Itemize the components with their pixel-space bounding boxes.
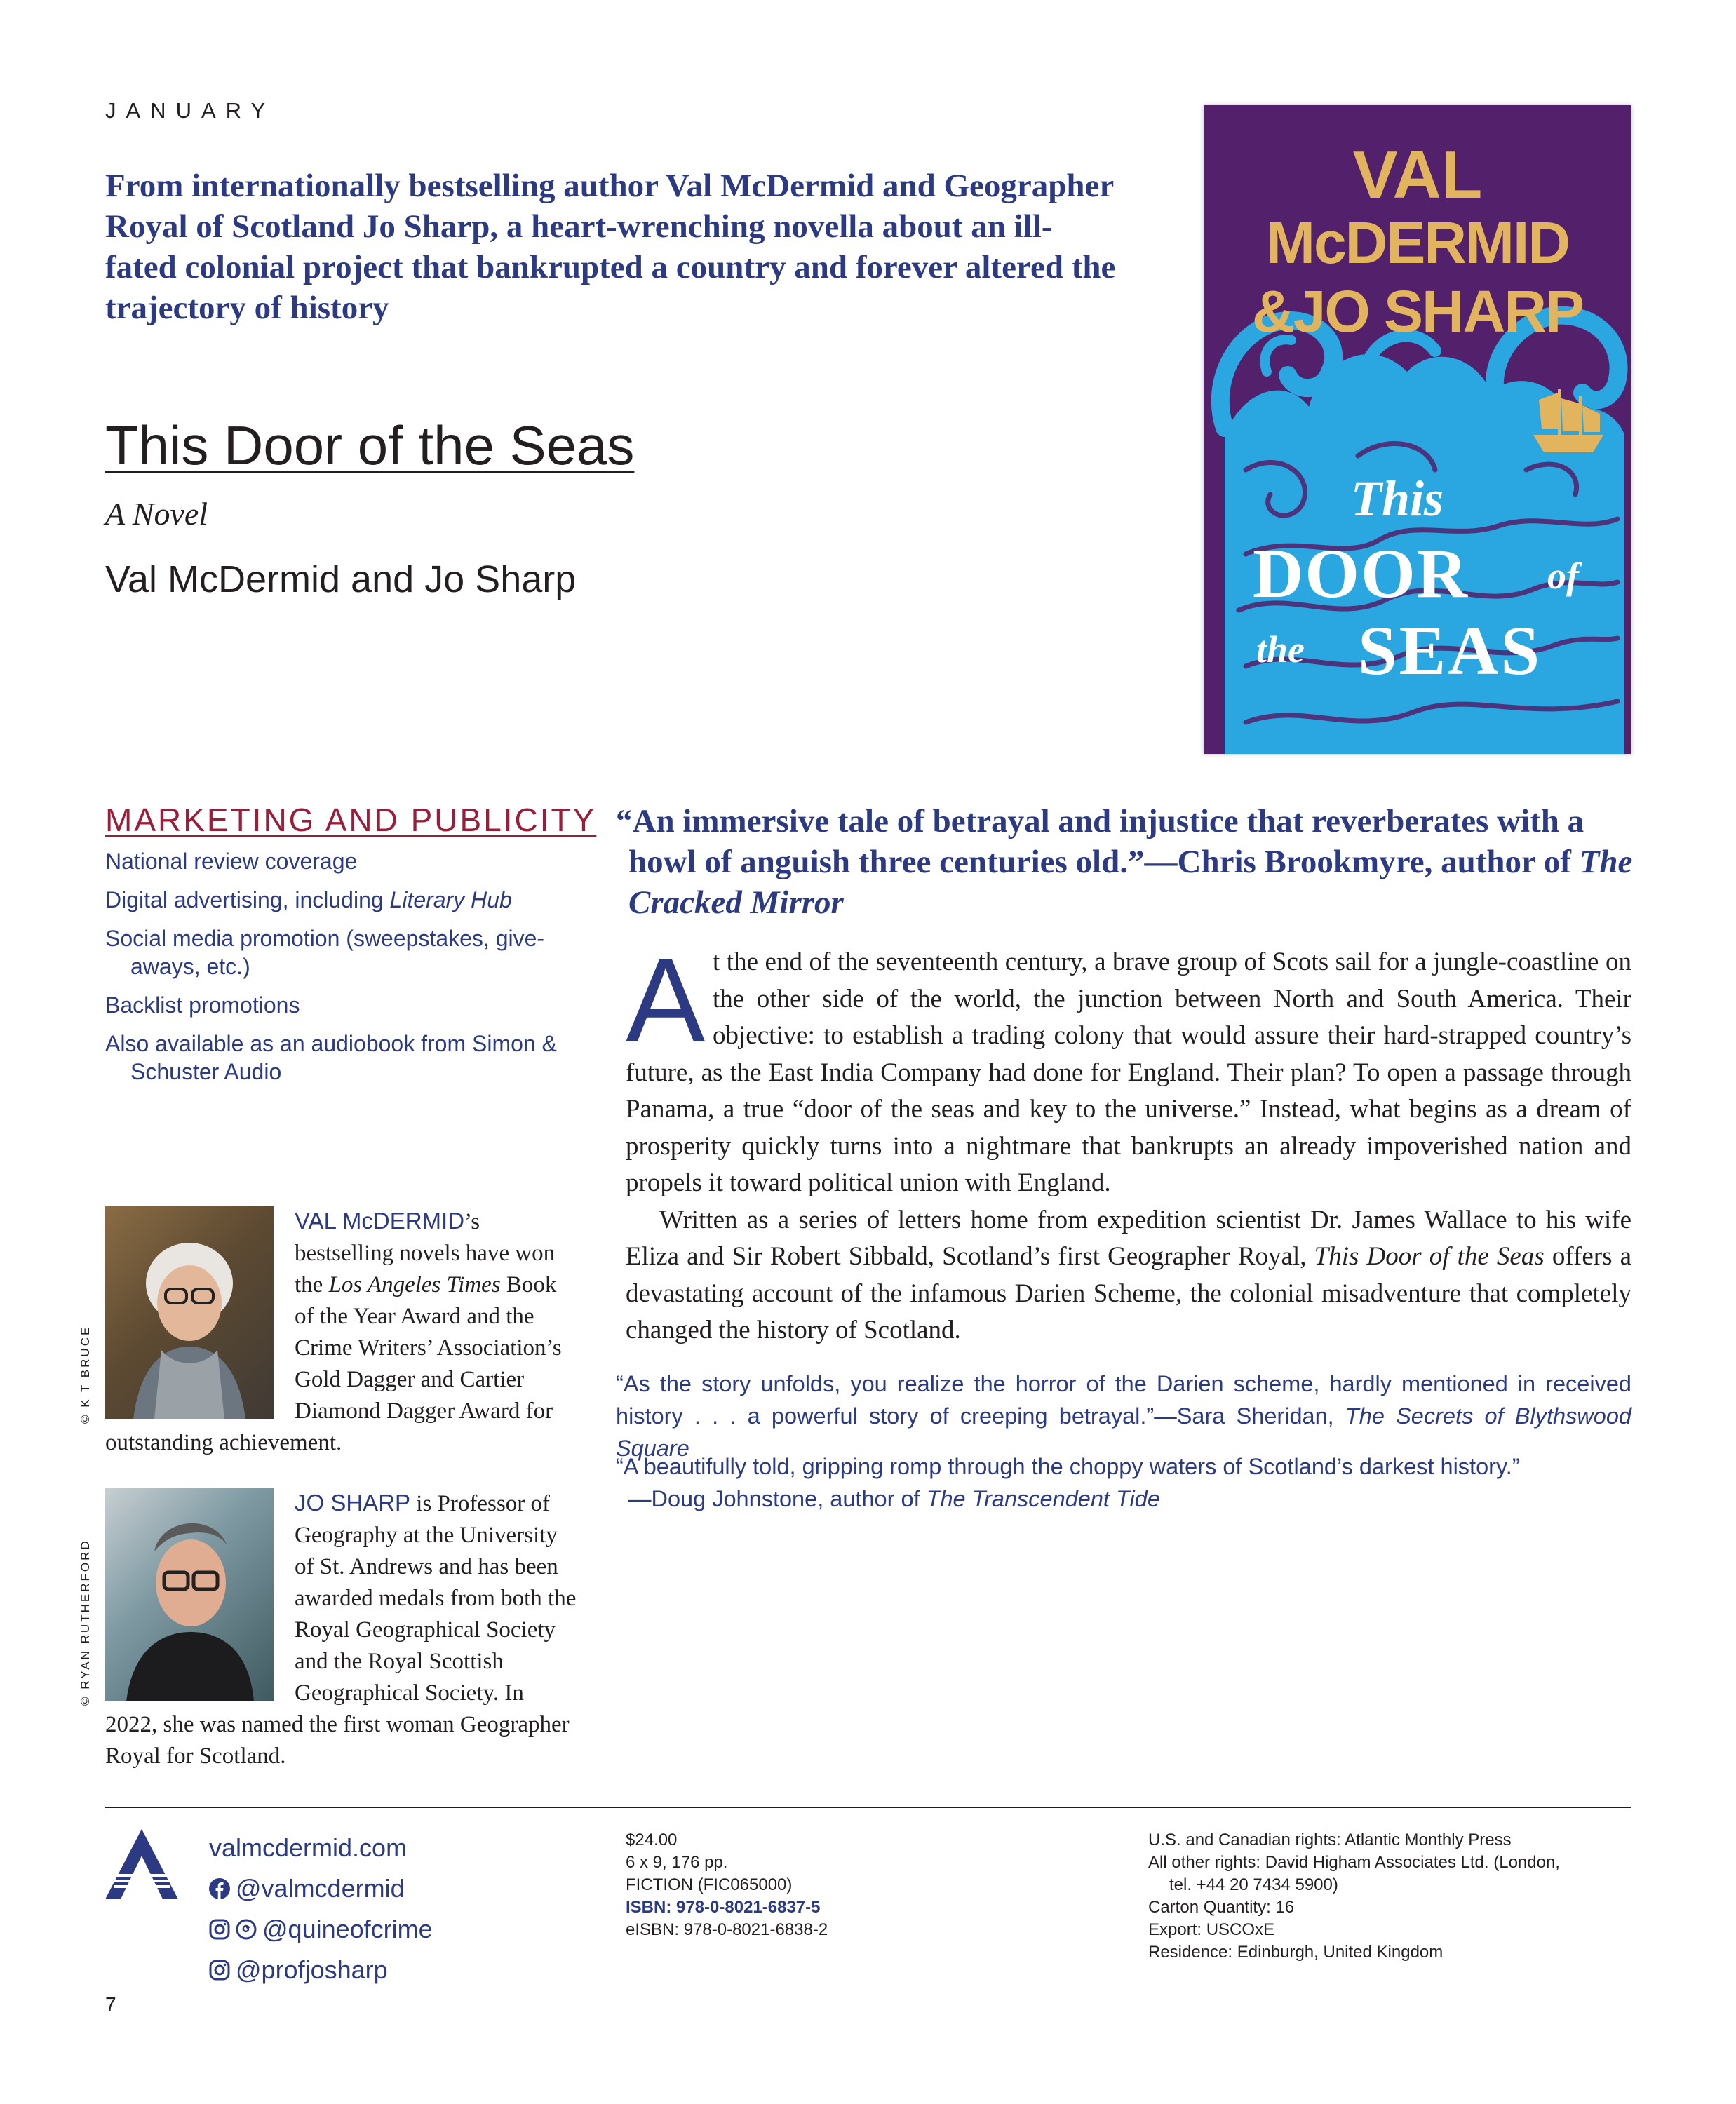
- pricing-details: [626, 1829, 828, 1941]
- cover-title-of: of: [1547, 555, 1579, 597]
- review-quote: “A beautifully told, gripping romp through the choppy waters of Scotland’s darkest history.” —Doug Johnstone, author of The Transcendent Tide: [616, 1454, 1520, 1511]
- rights-line: U.S. and Canadian rights: Atlantic Monthly Press: [1148, 1830, 1512, 1849]
- marketing-item: Digital advertising, including Literary Hub: [105, 887, 512, 912]
- website-link[interactable]: valmcdermid.com: [209, 1833, 408, 1862]
- publisher-logo-icon: [105, 1829, 178, 1903]
- cover-author-line1: VAL: [1352, 137, 1483, 213]
- catalog-month: JANUARY: [105, 98, 276, 123]
- bio-name: VAL McDERMID: [295, 1208, 465, 1234]
- author-bio-val: VAL McDERMID’s bestselling novels have won the Los Angeles Times Book of the Year Award and the Crime Writers’ Association’s Gold Dagger and Cartier Diamond Dagger Award for outstanding achievement.: [105, 1208, 562, 1455]
- description-paragraph: Written as a series of letters home from expedition scientist Dr. James Wallace to his wife Eliza and Sir Robert Sibbald, Scotland’s first Geographer Royal, This Door of the Seas offers a devastating account of the infamous Darien Scheme, the colonial misadventure that completely changed the history of Scotland.: [626, 1205, 1632, 1344]
- carton-quantity: Carton Quantity: 16: [1148, 1898, 1295, 1917]
- book-authors: Val McDermid and Jo Sharp: [105, 558, 577, 600]
- marketing-heading: MARKETING AND PUBLICITY: [105, 802, 597, 838]
- instagram-icon: [209, 1919, 230, 1940]
- book-category: FICTION (FIC065000): [626, 1875, 793, 1894]
- rights-line: All other rights: David Higham Associates Ltd. (London,: [1148, 1853, 1560, 1872]
- book-subtitle: A Novel: [105, 496, 208, 532]
- description-paragraph: At the end of the seventeenth century, a brave group of Scots sail for a jungle-coastline on the other side of the world, the junction between North and South America. Their objective: to establish a trading colony that would assure their hard-strapped country’s future, as the East India Company had done for England. Their plan? To open a passage through Panama, a true “door of the seas and key to the universe.” Instead, what begins as a dream of prosperity quickly turns into a nightmare that bankrupts an already impoverished nation and propels it toward political union with England.: [626, 934, 1631, 1197]
- cover-author-line3: &JO SHARP: [1251, 278, 1584, 344]
- photo-credit: © K T BRUCE: [79, 1325, 92, 1424]
- isbn: ISBN: 978-0-8021-6837-5: [626, 1898, 821, 1917]
- marketing-item: National review coverage: [105, 849, 358, 874]
- cover-author-line2: McDERMID: [1265, 210, 1569, 276]
- instagram-link[interactable]: @profjosharp: [209, 1950, 433, 1990]
- book-description: [626, 934, 1632, 1349]
- cover-title-seas: SEAS: [1358, 612, 1542, 689]
- author-bio-jo: JO SHARP is Professor of Geography at the University of St. Andrews and has been awarded medals from both the Royal Geographical Society and the Royal Scottish Geographical Society. In 2022, she was named the first woman Geographer Royal for Scotland.: [105, 1490, 577, 1769]
- book-lede: From internationally bestselling author Val McDermid and Geographer Royal of Scotland Jo Sharp, a heart-wrenching novella about an ill-fated colonial project that bankrupted a country and forever altered the trajectory of history: [105, 168, 1116, 326]
- cover-title-this: This: [1351, 471, 1444, 527]
- marketing-item: Also available as an audiobook from Simon & Schuster Audio: [105, 1031, 557, 1084]
- book-cover: [1204, 105, 1631, 754]
- residence-info: Residence: Edinburgh, United Kingdom: [1148, 1943, 1444, 1962]
- marketing-item: Backlist promotions: [105, 992, 300, 1018]
- instagram-icon: [209, 1960, 230, 1981]
- price: $24.00: [626, 1830, 678, 1849]
- page-number: 7: [105, 1993, 116, 2015]
- footer-divider: [105, 1807, 1631, 1808]
- bio-name: JO SHARP: [295, 1490, 411, 1516]
- marketing-item: Social media promotion (sweepstakes, give-aways, etc.): [105, 926, 545, 979]
- rights-line: tel. +44 20 7434 5900): [1169, 1875, 1338, 1894]
- book-title: This Door of the Seas: [105, 414, 635, 476]
- facebook-icon: [209, 1878, 230, 1899]
- threads-icon: [236, 1919, 257, 1940]
- instagram-threads-link[interactable]: @quineofcrime: [209, 1909, 433, 1950]
- review-quote: “As the story unfolds, you realize the horror of the Darien scheme, hardly mentioned in received history . . . a powerful story of creeping betrayal.”—Sara Sheridan, The Secrets of Blythswood Square: [616, 1371, 1631, 1461]
- drop-cap: A: [626, 934, 706, 1067]
- rights-details: [1148, 1829, 1560, 1964]
- export-info: Export: USCOxE: [1148, 1920, 1275, 1939]
- contact-links: [209, 1828, 433, 1990]
- featured-quote: “An immersive tale of betrayal and injustice that reverberates with a howl of anguish three centuries old.”—Chris Brookmyre, author of The Cracked Mirror: [616, 803, 1633, 921]
- cover-title-door: DOOR: [1253, 534, 1469, 612]
- cover-title-the: the: [1256, 628, 1305, 670]
- book-format: 6 x 9, 176 pp.: [626, 1853, 728, 1872]
- eisbn: eISBN: 978-0-8021-6838-2: [626, 1920, 828, 1939]
- marketing-list: [105, 847, 596, 1096]
- facebook-link[interactable]: @valmcdermid: [209, 1868, 433, 1909]
- photo-credit: © RYAN RUTHERFORD: [79, 1539, 92, 1706]
- featured-quote-source: The Cracked Mirror: [628, 844, 1633, 921]
